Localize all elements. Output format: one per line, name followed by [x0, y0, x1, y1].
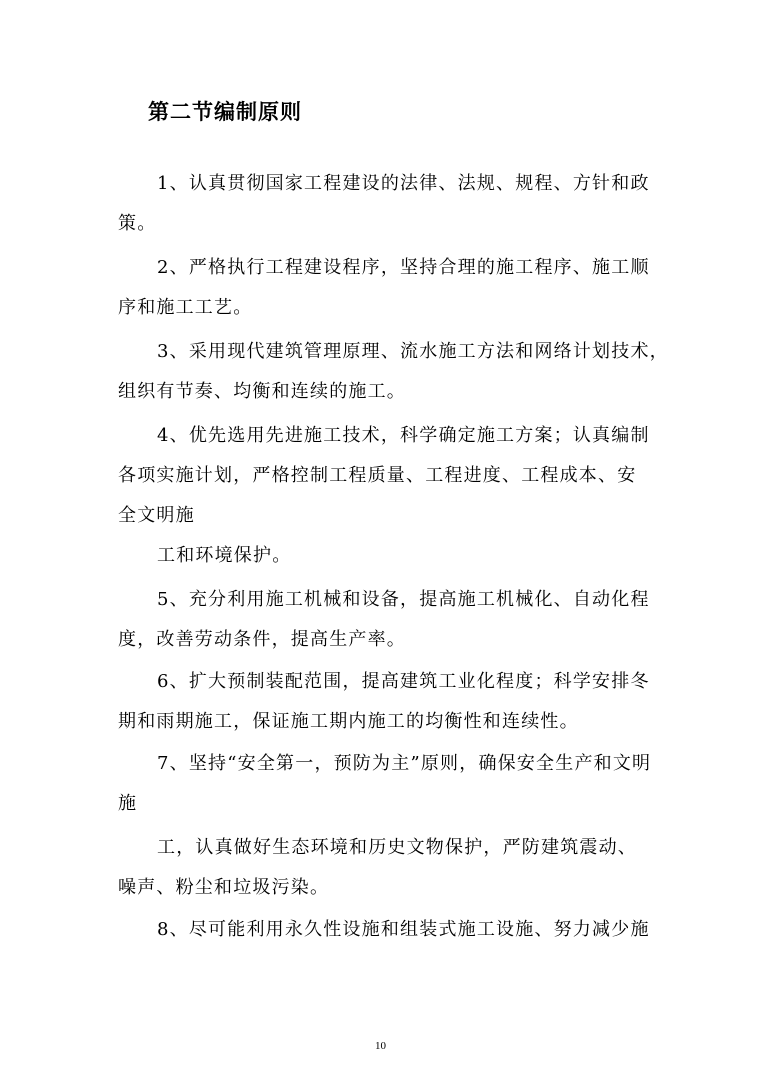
paragraph-line: 策。: [118, 213, 157, 234]
paragraph-line: 组织有节奏、均衡和连续的施工。: [118, 381, 406, 402]
paragraph-line: 期和雨期施工，保证施工期内施工的均衡性和连续性。: [118, 711, 579, 732]
paragraph-line: 8、尽可能利用永久性设施和组装式施工设施、努力减少施: [157, 919, 650, 940]
paragraph-line: 序和施工工艺。: [118, 297, 253, 318]
page-number: 10: [375, 1040, 386, 1052]
paragraph-line: 4、优先选用先进施工技术，科学确定施工方案；认真编制: [157, 425, 650, 446]
paragraph-line: 2、严格执行工程建设程序，坚持合理的施工程序、施工顺: [157, 257, 650, 278]
paragraph-line: 5、充分利用施工机械和设备，提高施工机械化、自动化程: [157, 589, 650, 610]
paragraph-line: 度，改善劳动条件，提高生产率。: [118, 629, 406, 650]
paragraph-line: 6、扩大预制装配范围，提高建筑工业化程度；科学安排冬: [157, 671, 650, 692]
paragraph-line: 工和环境保护。: [157, 545, 292, 566]
paragraph-line: 1、认真贯彻国家工程建设的法律、法规、规程、方针和政: [157, 173, 650, 194]
paragraph-line: 施: [118, 793, 138, 814]
paragraph-line: 噪声、粉尘和垃圾污染。: [118, 877, 330, 898]
paragraph-line: 3、采用现代建筑管理原理、流水施工方法和网络计划技术，: [157, 341, 669, 362]
paragraph-line: 各项实施计划，严格控制工程质量、工程进度、工程成本、安: [118, 465, 637, 486]
paragraph-line: 全文明施: [118, 505, 195, 526]
section-heading: 第二节编制原则: [148, 100, 302, 124]
paragraph-line: 工，认真做好生态环境和历史文物保护，严防建筑震动、: [157, 837, 637, 858]
paragraph-line: 7、坚持“安全第一，预防为主”原则，确保安全生产和文明: [157, 753, 652, 774]
